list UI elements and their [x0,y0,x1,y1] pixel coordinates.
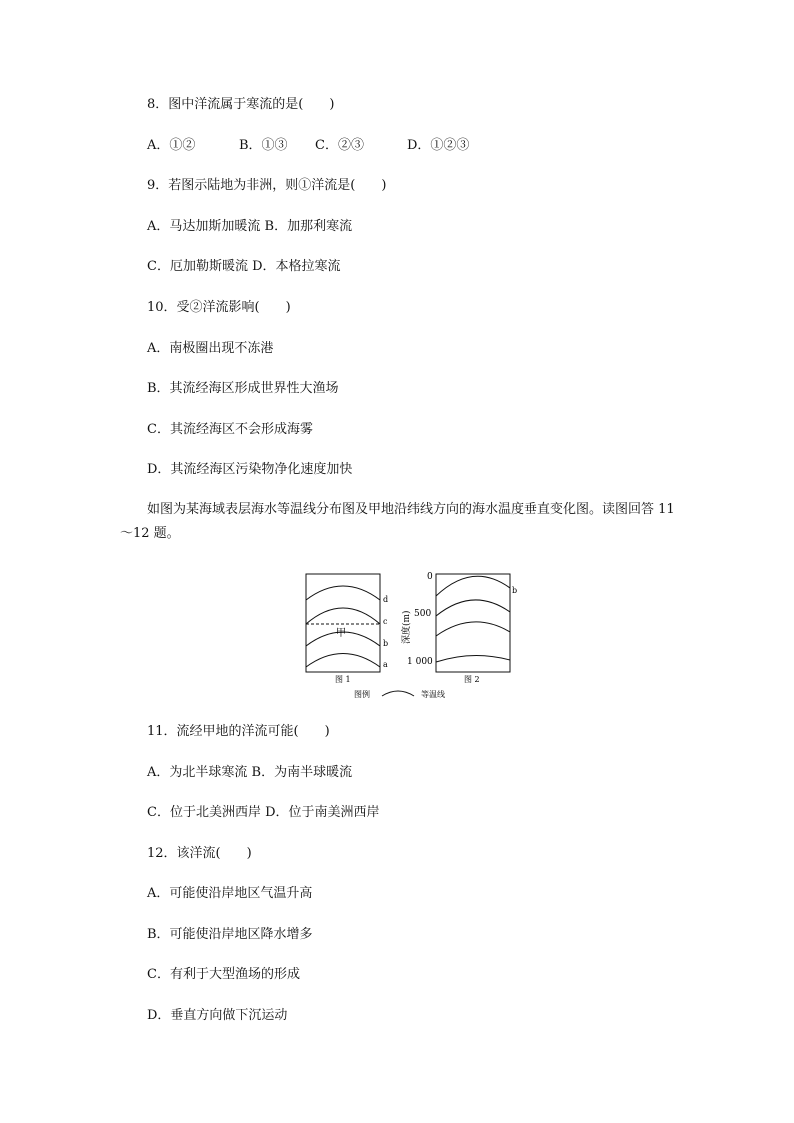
question-10-option-d: D．其流经海区污染物净化速度加快 [147,462,353,477]
isotherm-figure [290,566,530,702]
figure-1-label-d: d [383,595,389,604]
figure-2-isotherm-2 [436,600,510,616]
question-10-option-c: C．其流经海区不会形成海雾 [147,422,313,437]
question-12-option-a: A．可能使沿岸地区气温升高 [147,886,313,901]
figure-2-isotherm-4 [436,655,510,662]
figure-2-caption: 图 2 [464,675,480,684]
question-9-options-line-2: C．厄加勒斯暖流 D．本格拉寒流 [147,259,341,274]
figure-2-y-axis-label: 深度(m) [402,610,412,644]
question-10-option-b: B．其流经海区形成世界性大渔场 [147,381,339,396]
question-11-options-line-1: A．为北半球寒流 B．为南半球暖流 [147,765,353,780]
figure-2-label-b: b [512,586,518,595]
figure-1-label-b: b [383,639,389,648]
legend-symbol-label: 等温线 [421,690,445,699]
question-12-option-d: D．垂直方向做下沉运动 [147,1008,288,1023]
question-11-options-line-2: C．位于北美洲西岸 D．位于南美洲西岸 [147,805,380,820]
figure-2-tick-0: 0 [427,572,433,582]
question-11-stem: 11．流经甲地的洋流可能( ) [147,724,330,739]
figure-intro-paragraph: 如图为某海域表层海水等温线分布图及甲地沿纬线方向的海水温度垂直变化图。读图回答 11～12 题。 [120,502,675,541]
question-8-option-b: B．①③ [239,138,288,153]
legend-isotherm-symbol [382,691,414,696]
figure-2-tick-500: 500 [414,609,432,619]
question-12-stem: 12．该洋流( ) [147,846,252,861]
question-8-options [147,137,547,155]
figure-1-isotherm-c [306,608,380,624]
question-12-option-b: B．可能使沿岸地区降水增多 [147,927,313,942]
figure-1-point-label: 甲 [336,628,346,639]
question-8-option-a: A．①② [147,138,196,153]
figure-2-isotherm-b [436,576,510,596]
question-10-option-a: A．南极圈出现不冻港 [147,341,274,356]
question-9-stem: 9．若图示陆地为非洲，则①洋流是( ) [147,178,387,193]
question-10-stem: 10．受②洋流影响( ) [147,300,291,315]
figure-1-frame [306,574,380,672]
figure-1-label-c: c [383,617,388,626]
question-8-option-c: C．②③ [315,138,364,153]
figure-1-isotherm-d [306,586,380,600]
question-12-option-c: C．有利于大型渔场的形成 [147,967,300,982]
question-8-stem: 8．图中洋流属于寒流的是( ) [147,97,335,112]
question-9-options-line-1: A．马达加斯加暖流 B．加那利寒流 [147,219,353,234]
figure-1-label-a: a [383,660,388,669]
figure-2-tick-1000: 1 000 [407,657,433,667]
question-8-option-d: D．①②③ [407,138,470,153]
figure-1-caption: 图 1 [335,675,351,684]
figure-1-isotherm-a [306,654,380,668]
legend-label: 图例 [354,690,370,699]
figure-2-isotherm-3 [436,622,510,636]
